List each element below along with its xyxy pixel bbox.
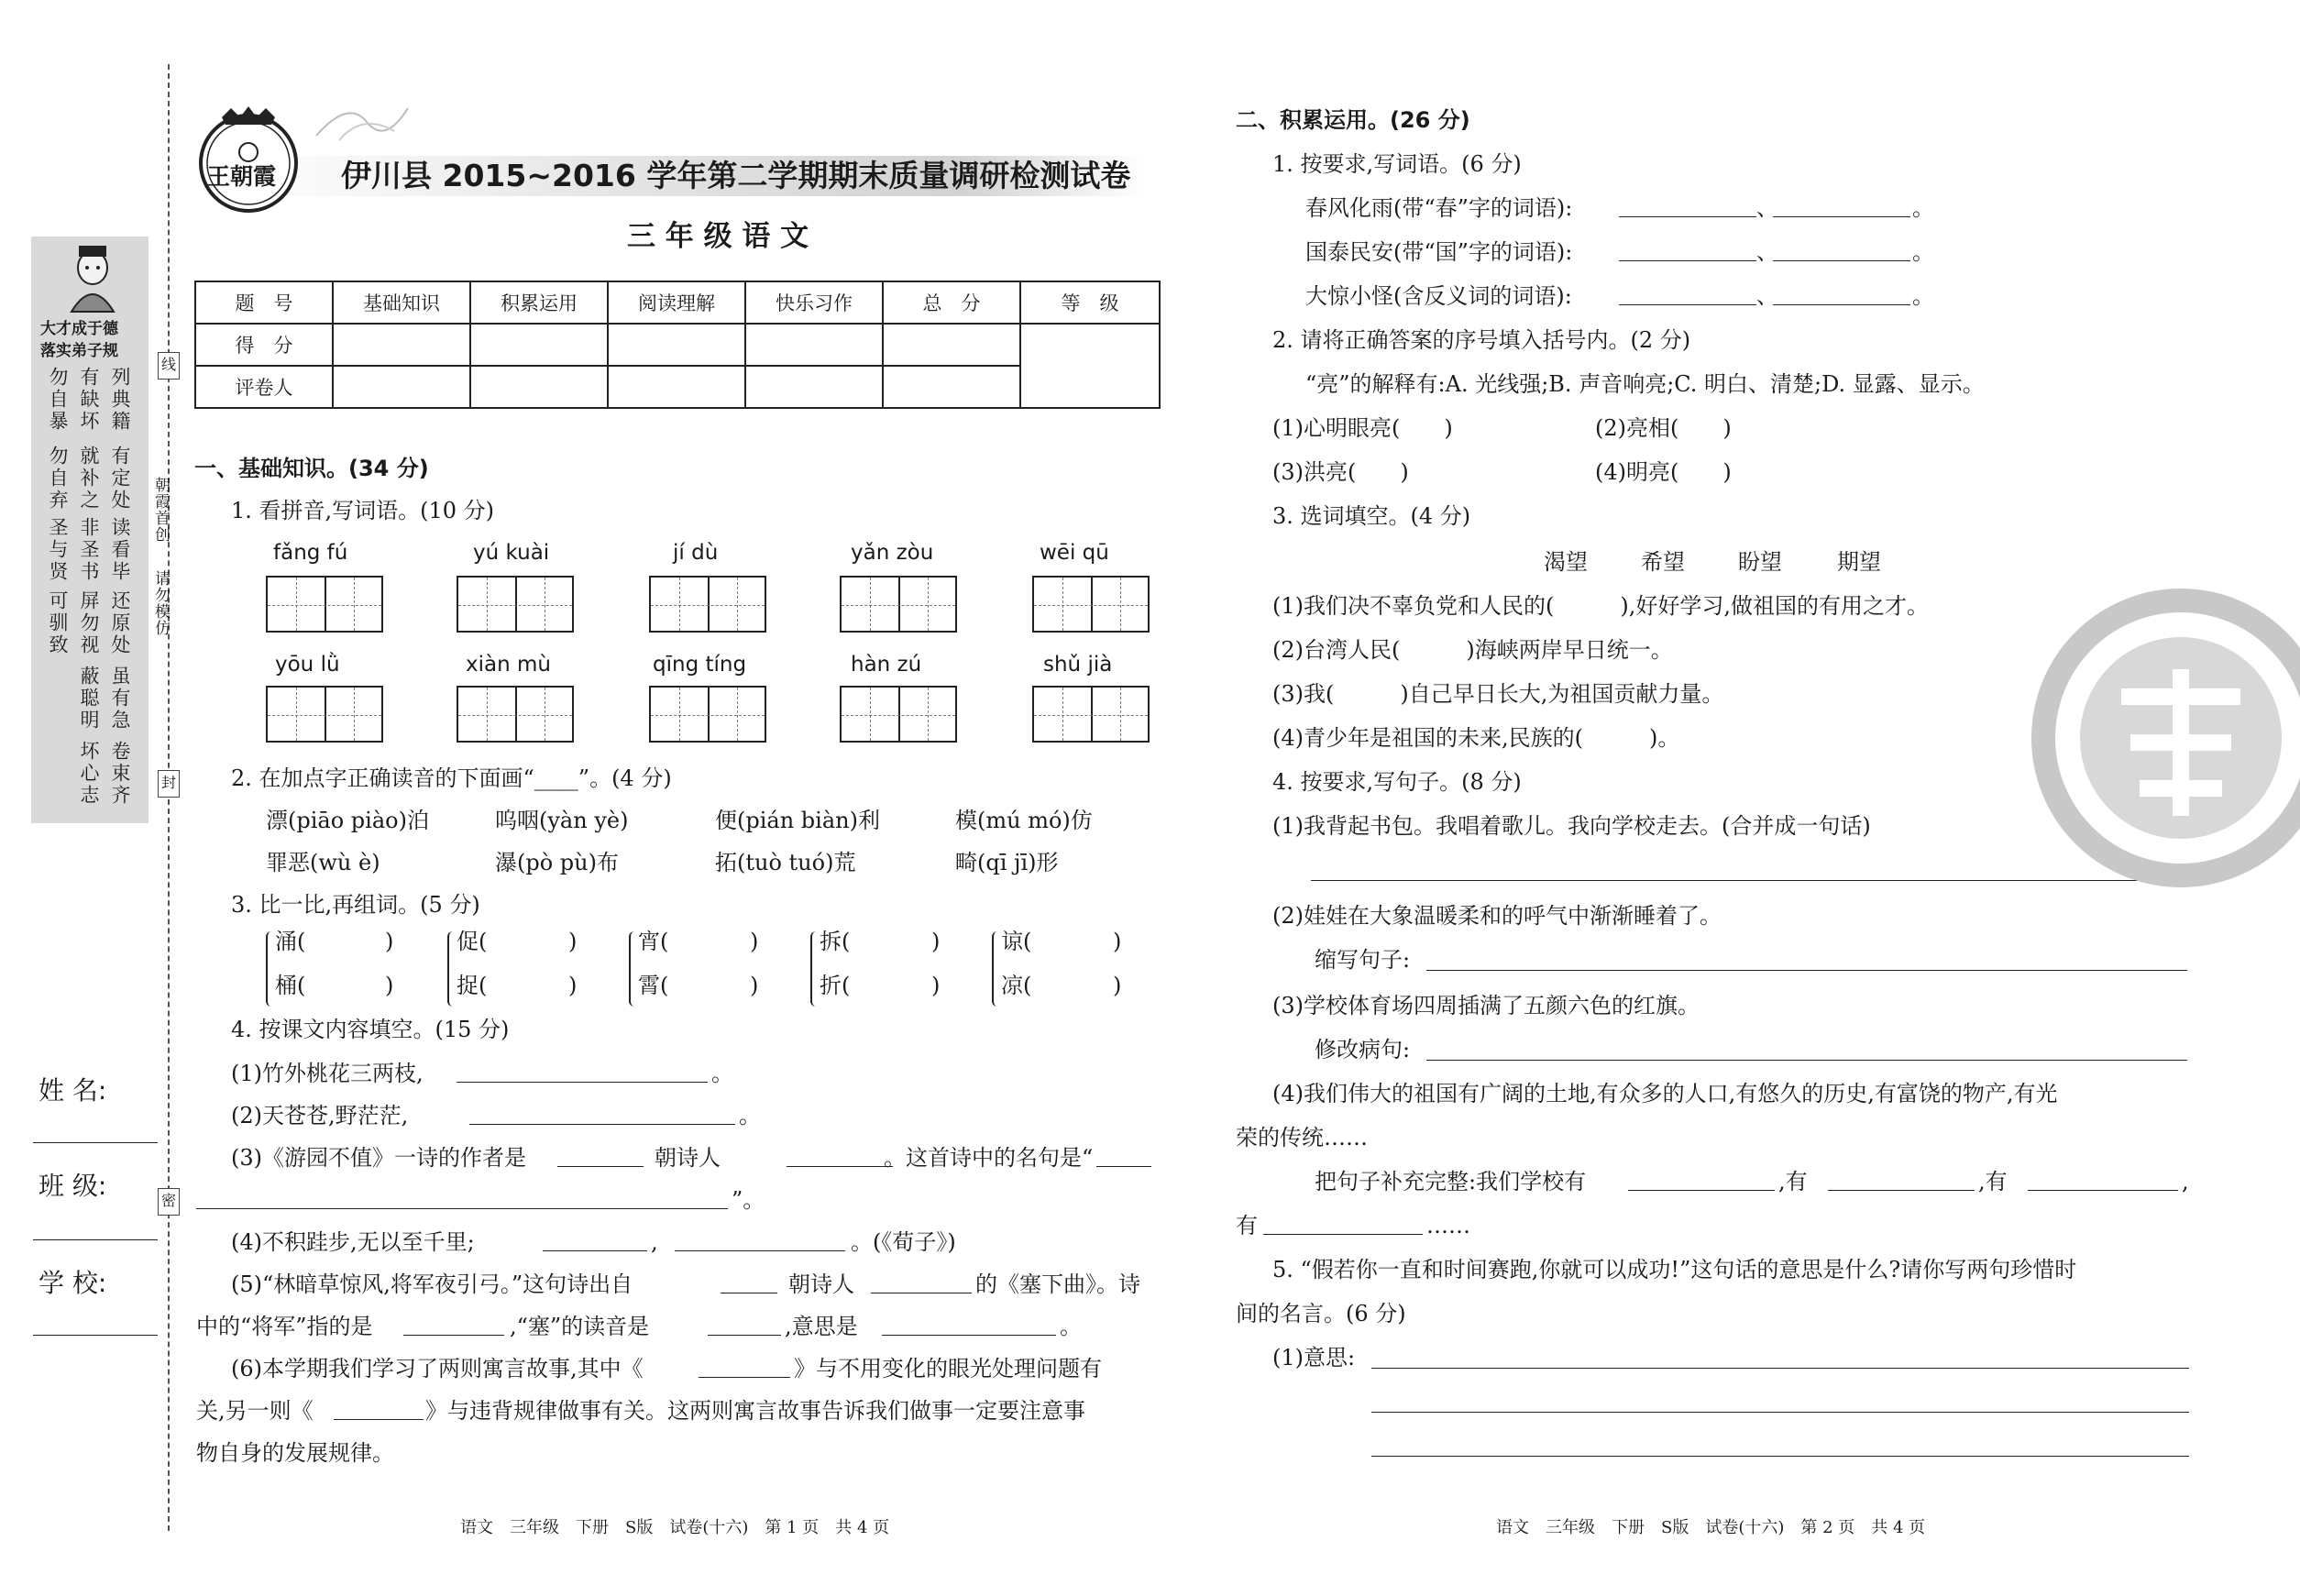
q4-3-blank-dynasty[interactable] [787, 1166, 893, 1167]
seal-mark-2: 封 [158, 770, 180, 798]
r-q1-heading: 1. 按要求,写词语。(6 分) [1272, 151, 1522, 177]
brace [266, 931, 273, 1007]
grader-cell[interactable] [333, 366, 470, 408]
table-header: 等 级 [1020, 281, 1160, 324]
q4-3-d: ”。 [732, 1187, 765, 1213]
q4-4-a: (4)不积跬步,无以至千里; [231, 1229, 475, 1255]
r-q3-word: 盼望 [1738, 549, 1782, 575]
q2-item: 呜咽(yàn yè) [495, 808, 629, 833]
brace [447, 931, 455, 1007]
sidebar-col: 虽有急 [109, 666, 131, 732]
q2-item: 瀑(pò pù)布 [495, 850, 619, 875]
q4-4-blank-1[interactable] [543, 1250, 647, 1251]
score-table [194, 281, 1161, 409]
r-q3-word: 渴望 [1544, 549, 1588, 575]
writing-grid[interactable] [1032, 576, 1150, 633]
q4-3-b: 朝诗人 [655, 1145, 721, 1171]
r-q2-item: (3)洪亮( ) [1272, 459, 1409, 485]
name-label: 姓 名: [39, 1075, 107, 1106]
r-q1-end: 。 [1912, 283, 1934, 309]
writing-grid[interactable] [649, 576, 766, 633]
table-header: 快乐习作 [745, 281, 883, 324]
score-cell[interactable] [883, 324, 1020, 366]
q3-word: 宵( [638, 929, 669, 954]
r-q1-blank[interactable] [1619, 304, 1756, 305]
q3-word: 凉( [1001, 973, 1032, 998]
pinyin-label: fǎng fú [273, 541, 348, 565]
score-cell[interactable] [608, 324, 745, 366]
q3-close: ) [1113, 973, 1122, 998]
sidebar-col: 蔽聪明 [78, 666, 100, 732]
sidebar-col: 屏勿视 [78, 590, 100, 656]
q3-heading: 3. 比一比,再组词。(5 分) [231, 892, 480, 918]
table-header: 基础知识 [333, 281, 470, 324]
q4-5-f: ,意思是 [785, 1314, 858, 1339]
side-note-2: 请勿模仿 [151, 570, 170, 636]
q4-5-c: 的《塞下曲》。诗 [975, 1271, 1140, 1297]
r-q4-4-blank-1[interactable] [1628, 1190, 1775, 1191]
sidebar-col: 还原处 [109, 590, 131, 656]
pinyin-label: shǔ jià [1043, 653, 1113, 677]
r-q4-4-f: , [2182, 1169, 2189, 1194]
r-q5-1-answer[interactable] [1371, 1368, 2189, 1369]
grade-cell[interactable] [1020, 324, 1160, 408]
q3-word: 拆( [820, 929, 851, 954]
school-field[interactable] [33, 1335, 158, 1336]
grader-cell[interactable] [608, 366, 745, 408]
row-label: 得 分 [195, 324, 333, 366]
q2-item: 漂(piāo piào)泊 [266, 808, 429, 833]
class-label: 班 级: [39, 1171, 107, 1201]
r-q1-blank[interactable] [1773, 260, 1910, 261]
sidebar-col: 列典籍 [109, 367, 131, 433]
q3-close: ) [385, 929, 394, 954]
q4-4-b: , [651, 1229, 658, 1255]
q3-word: 促( [457, 929, 488, 954]
class-field[interactable] [33, 1239, 158, 1240]
q4-3-blank-author[interactable] [557, 1166, 644, 1167]
q4-6-b: 》与不用变化的眼光处理问题有 [794, 1356, 1102, 1381]
r-q4-4-blank-3[interactable] [2028, 1190, 2178, 1191]
brace [810, 931, 818, 1007]
exam-subtitle: 三 年 级 语 文 [627, 220, 809, 253]
binding-dashed-line [168, 64, 170, 1531]
score-cell[interactable] [470, 324, 608, 366]
seal-mark-3: 密 [158, 1188, 180, 1216]
sidebar-col: 可驯致 [47, 590, 69, 656]
table-header: 总 分 [883, 281, 1020, 324]
q4-6-blank-2[interactable] [334, 1419, 424, 1420]
q4-5-blank-meaning[interactable] [882, 1335, 1056, 1336]
grader-cell[interactable] [470, 366, 608, 408]
r-q2-item: (4)明亮( ) [1595, 459, 1732, 485]
r-q1-end: 。 [1912, 239, 1934, 265]
score-cell[interactable] [745, 324, 883, 366]
r-q1-blank[interactable] [1773, 216, 1910, 217]
ribbon-decoration [312, 99, 413, 145]
q4-3-c: 。这首诗中的名句是“ [884, 1145, 1094, 1171]
r-q4-3-answer[interactable] [1426, 1060, 2187, 1061]
sidebar-col: 有定处 [109, 446, 131, 512]
brace [629, 931, 636, 1007]
section-1-heading: 一、基础知识。(34 分) [194, 456, 429, 481]
writing-grid[interactable] [649, 686, 766, 743]
q4-4-c: 。(《荀子》) [851, 1229, 956, 1255]
r-q1-blank[interactable] [1619, 216, 1756, 217]
r-q4-4-d: ,有 [1778, 1169, 1808, 1194]
q4-5-blank-pinyin[interactable] [708, 1335, 781, 1336]
r-q4-2-answer[interactable] [1426, 970, 2187, 971]
q3-word: 捉( [457, 973, 488, 998]
q2-item: 畸(qī jī)形 [955, 850, 1059, 875]
writing-grid[interactable] [266, 686, 383, 743]
r-q4-4-g: 有 [1236, 1213, 1258, 1238]
sidebar-col: 卷束齐 [109, 741, 131, 807]
q3-word: 桶( [275, 973, 306, 998]
writing-grid[interactable] [840, 686, 957, 743]
q4-1-end: 。 [711, 1061, 733, 1086]
pinyin-label: qīng tíng [653, 653, 747, 677]
q4-2-blank[interactable] [469, 1124, 735, 1125]
exam-title: 伊川县 2015~2016 学年第二学期期末质量调研检测试卷 [341, 158, 1131, 193]
table-header: 题 号 [195, 281, 333, 324]
r-q4-2-label: 缩写句子: [1315, 947, 1411, 973]
q4-5-g: 。 [1060, 1314, 1082, 1339]
side-note-1: 朝霞首创 [151, 477, 170, 543]
q3-pairs [266, 928, 1137, 1019]
r-q1-sep: 、 [1756, 195, 1778, 221]
q4-6-blank-1[interactable] [699, 1377, 790, 1378]
r-q5-heading-cont: 间的名言。(6 分) [1236, 1301, 1406, 1326]
r-q1-blank[interactable] [1619, 260, 1756, 261]
q4-5-b: 朝诗人 [788, 1271, 854, 1297]
writing-grid[interactable] [840, 576, 957, 633]
pinyin-label: wēi qū [1040, 541, 1109, 565]
q3-close: ) [385, 973, 394, 998]
q3-close: ) [568, 929, 578, 954]
logo-text: 王朝霞 [207, 163, 277, 190]
seal-mark-1: 线 [158, 352, 180, 380]
pinyin-label: yú kuài [473, 541, 550, 565]
q4-5-blank-general[interactable] [403, 1335, 504, 1336]
writing-grid[interactable] [457, 686, 574, 743]
r-q1-item: 国泰民安(带“国”字的词语): [1305, 239, 1573, 265]
r-q4-2: (2)娃娃在大象温暖柔和的呼气中渐渐睡着了。 [1272, 903, 1722, 929]
q3-close: ) [568, 973, 578, 998]
q3-close: ) [750, 929, 759, 954]
r-q3-word: 希望 [1641, 549, 1685, 575]
r-q4-3-label: 修改病句: [1315, 1037, 1411, 1062]
score-cell[interactable] [333, 324, 470, 366]
q2-item: 拓(tuò tuó)荒 [715, 850, 856, 875]
sidebar-col: 坏心志 [78, 741, 100, 807]
q4-2-text: (2)天苍苍,野茫茫, [231, 1103, 409, 1128]
r-q3-item: (3)我( )自己早日长大,为祖国贡献力量。 [1272, 681, 1724, 707]
q3-word: 谅( [1001, 929, 1032, 954]
r-q2-item: (2)亮相( ) [1595, 415, 1732, 441]
r-q5-1-answer[interactable] [1371, 1412, 2189, 1413]
q2-item: 模(mú mó)仿 [955, 808, 1093, 833]
sidebar-col: 就补之 [78, 446, 100, 512]
q4-6-e: 物自身的发展规律。 [196, 1440, 394, 1466]
table-header: 阅读理解 [608, 281, 745, 324]
sidebar-col: 圣与贤 [47, 517, 69, 583]
sidebar-col: 读看毕 [109, 517, 131, 583]
sidebar-columns [46, 367, 143, 807]
q3-close: ) [750, 973, 759, 998]
q4-1-text: (1)竹外桃花三两枝, [231, 1061, 424, 1086]
r-q5-1-answer[interactable] [1371, 1456, 2189, 1457]
q4-1-blank[interactable] [457, 1082, 708, 1083]
sidebar-col: 有缺坏 [78, 367, 100, 433]
pinyin-label: jí dù [673, 541, 719, 565]
r-q4-3: (3)学校体育场四周插满了五颜六色的红旗。 [1272, 993, 1700, 1018]
writing-grid[interactable] [266, 576, 383, 633]
r-q4-4-blank-2[interactable] [1828, 1190, 1975, 1191]
name-field[interactable] [33, 1142, 158, 1143]
pinyin-label: yōu lǜ [275, 653, 340, 677]
r-q1-item: 春风化雨(带“春”字的词语): [1305, 195, 1573, 221]
q4-5-e: ,“塞”的读音是 [510, 1314, 650, 1339]
q4-2-end: 。 [739, 1103, 761, 1128]
writing-grid[interactable] [457, 576, 574, 633]
r-q3-item: (2)台湾人民( )海峡两岸早日统一。 [1272, 637, 1673, 663]
r-q3-item: (1)我们决不辜负党和人民的( ),好好学习,做祖国的有用之才。 [1272, 593, 1929, 619]
section-2-heading: 二、积累运用。(26 分) [1236, 107, 1470, 133]
r-q1-end: 。 [1912, 195, 1934, 221]
r-q3-word: 期望 [1837, 549, 1881, 575]
q4-6-a: (6)本学期我们学习了两则寓言故事,其中《 [231, 1356, 644, 1381]
r-q4-4-c: 把句子补充完整:我们学校有 [1315, 1169, 1587, 1194]
q4-5-d: 中的“将军”指的是 [196, 1314, 373, 1339]
sidebar-motto-bottom: 落实弟子规 [40, 342, 118, 360]
r-q5-1-label: (1)意思: [1272, 1345, 1356, 1370]
r-q4-4: (4)我们伟大的祖国有广阔的土地,有众多的人口,有悠久的历史,有富饶的物产,有光 [1272, 1081, 2058, 1106]
r-q1-blank[interactable] [1773, 304, 1910, 305]
q2-item: 罪恶(wù è) [266, 850, 380, 875]
r-q1-sep: 、 [1756, 283, 1778, 309]
r-q4-4-blank-4[interactable] [1263, 1234, 1423, 1235]
r-q4-4-h: …… [1426, 1213, 1470, 1238]
q4-3-blank-line1[interactable] [1096, 1166, 1151, 1167]
pinyin-label: hàn zú [851, 653, 922, 677]
r-q1-item: 大惊小怪(含反义词的词语): [1305, 283, 1572, 309]
q4-5-a: (5)“林暗草惊风,将军夜引弓。”这句诗出自 [231, 1271, 633, 1297]
r-q1-sep: 、 [1756, 239, 1778, 265]
page-footer-1: 语文 三年级 下册 S版 试卷(十六) 第 1 页 共 4 页 [460, 1518, 890, 1537]
r-q4-4-cont: 荣的传统…… [1236, 1125, 1368, 1150]
r-q4-4-e: ,有 [1978, 1169, 2008, 1194]
q4-6-c: 关,另一则《 [196, 1398, 314, 1424]
r-q2-item: (1)心明眼亮( ) [1272, 415, 1453, 441]
q3-close: ) [931, 929, 941, 954]
q4-4-blank-2[interactable] [675, 1250, 845, 1251]
brace [992, 931, 999, 1007]
sidebar-col: 勿自暴 [47, 367, 69, 433]
brand-logo [194, 106, 303, 215]
q1-heading: 1. 看拼音,写词语。(10 分) [231, 498, 495, 523]
q3-close: ) [931, 973, 941, 998]
table-header: 积累运用 [470, 281, 608, 324]
row-label: 评卷人 [195, 366, 333, 408]
q4-3-a: (3)《游园不值》一诗的作者是 [231, 1145, 526, 1171]
r-q4-heading: 4. 按要求,写句子。(8 分) [1272, 769, 1522, 795]
q3-close: ) [1113, 929, 1122, 954]
sidebar-col: 勿自弃 [47, 446, 69, 512]
confidential-seal-icon [2030, 587, 2300, 889]
school-label: 学 校: [39, 1268, 107, 1298]
q2-heading: 2. 在加点字正确读音的下面画“____”。(4 分) [231, 765, 672, 791]
scholar-illustration [53, 240, 132, 314]
r-q3-heading: 3. 选词填空。(4 分) [1272, 503, 1471, 529]
r-q2-definition: “亮”的解释有:A. 光线强;B. 声音响亮;C. 明白、清楚;D. 显露、显示。 [1305, 371, 1985, 397]
pinyin-label: xiàn mù [466, 653, 551, 677]
r-q3-item: (4)青少年是祖国的未来,民族的( )。 [1272, 725, 1680, 751]
r-q4-1: (1)我背起书包。我唱着歌儿。我向学校走去。(合并成一句话) [1272, 813, 1871, 839]
r-q5-heading: 5. “假若你一直和时间赛跑,你就可以成功!”这句话的意思是什么?请你写两句珍惜时 [1272, 1257, 2077, 1282]
page-footer-2: 语文 三年级 下册 S版 试卷(十六) 第 2 页 共 4 页 [1496, 1518, 1926, 1537]
q3-word: 涌( [275, 929, 306, 954]
sidebar-col: 非圣书 [78, 517, 100, 583]
q3-word: 霄( [638, 973, 669, 998]
q3-word: 折( [820, 973, 851, 998]
grader-cell[interactable] [745, 366, 883, 408]
q4-6-d: 》与违背规律做事有关。这两则寓言故事告诉我们做事一定要注意事 [425, 1398, 1085, 1424]
r-q2-heading: 2. 请将正确答案的序号填入括号内。(2 分) [1272, 327, 1691, 353]
grader-cell[interactable] [883, 366, 1020, 408]
q4-3-blank-line2[interactable] [196, 1208, 728, 1209]
writing-grid[interactable] [1032, 686, 1150, 743]
sidebar-motto-top: 大才成于德 [40, 320, 118, 338]
q2-item: 便(pián biàn)利 [715, 808, 880, 833]
q4-heading: 4. 按课文内容填空。(15 分) [231, 1017, 510, 1042]
pinyin-label: yǎn zòu [851, 541, 934, 565]
